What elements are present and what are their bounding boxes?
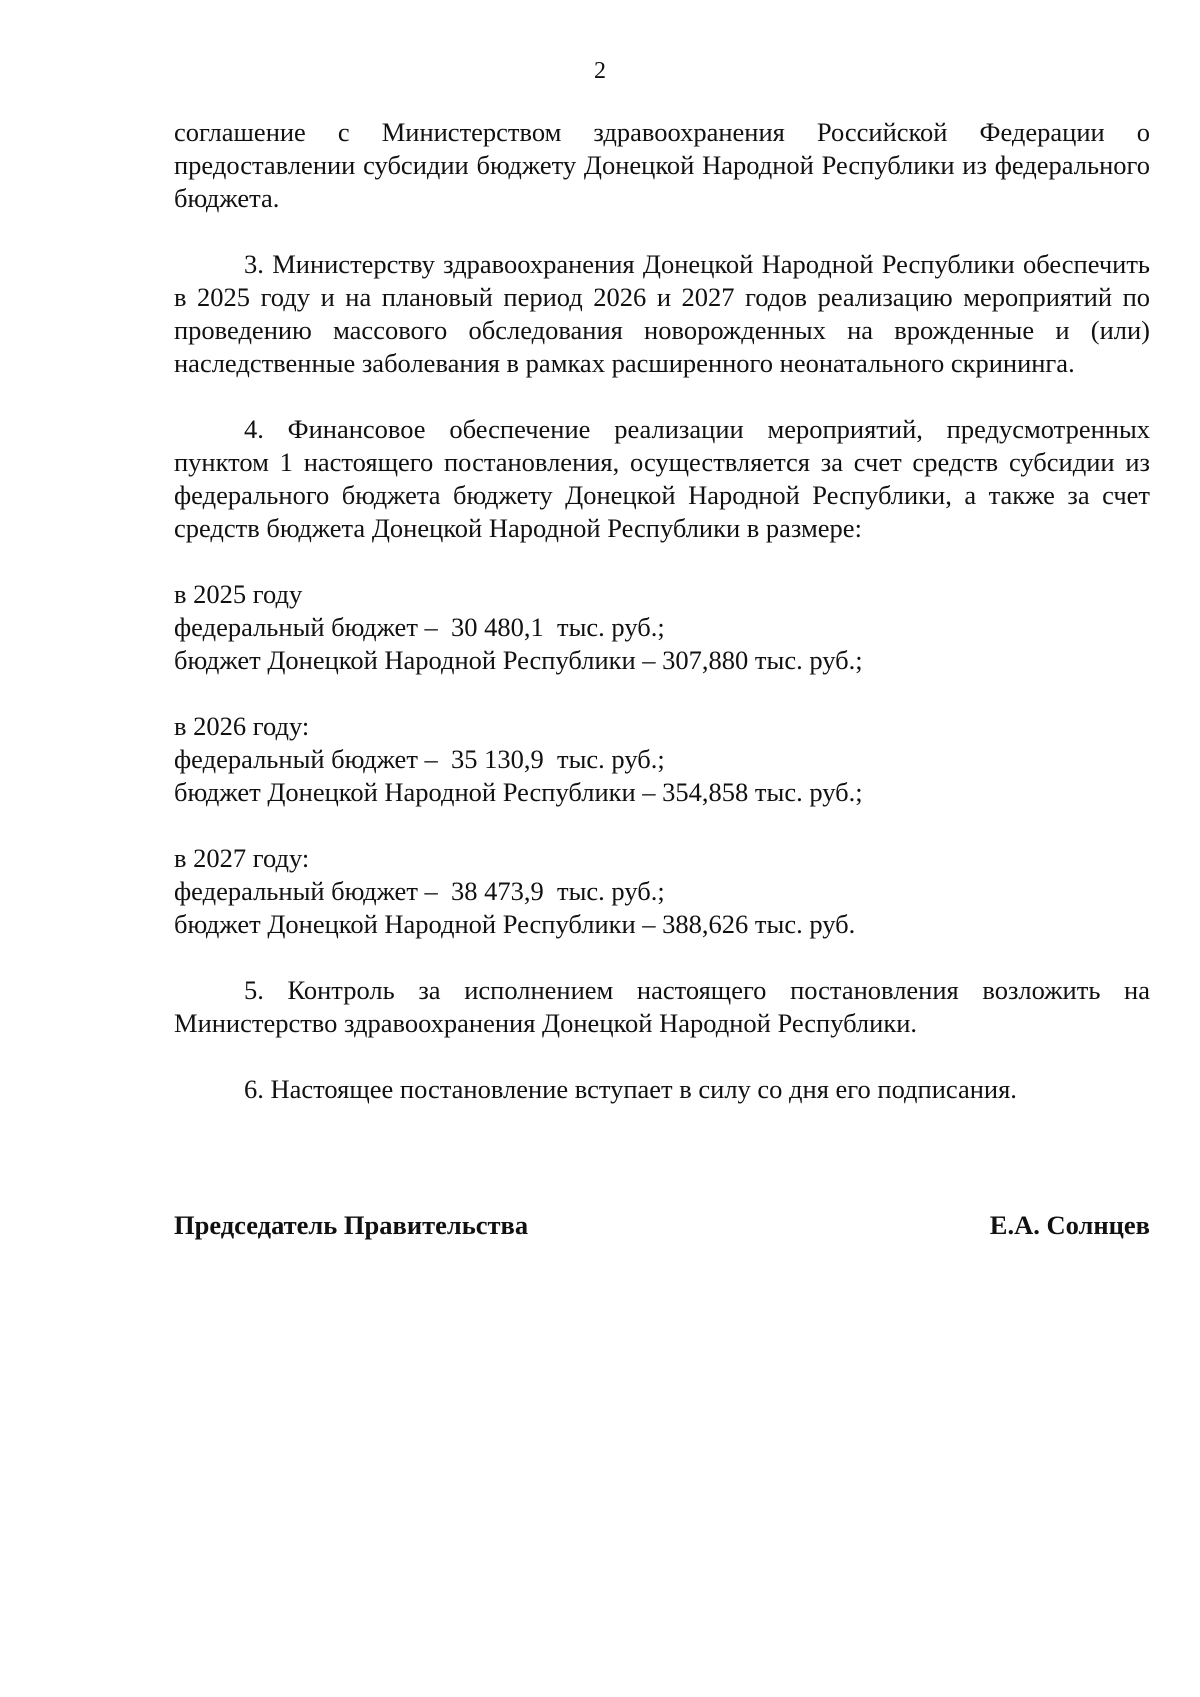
paragraph-5: 5. Контроль за исполнением настоящего постановления возложить на Министерство здравоохранения Донецкой Народной Республики. bbox=[174, 975, 1150, 1038]
paragraph-3: 3. Министерству здравоохранения Донецкой Народной Республики обеспечить в 2025 году и на плановый период 2026 и 2027 годов реализацию мероприятий по проведению массового обследования новорожденных на врожденные и (или) наследственные заболевания в рамках расширенного неонатального скрининга. bbox=[174, 249, 1150, 378]
budget-federal-line: федеральный бюджет – 38 473,9 тыс. руб.; bbox=[174, 876, 665, 906]
paragraph-4: 4. Финансовое обеспечение реализации мероприятий, предусмотренных пунктом 1 настоящего постановления, осуществляется за счет средств субсидии из федерального бюджета бюджету Донецкой Народной Республики, а также за счет средств бюджета Донецкой Народной Республики в размере: bbox=[174, 414, 1150, 543]
budget-year-label: в 2026 году: bbox=[174, 711, 310, 741]
signatory-name: Е.А. Солнцев bbox=[989, 1210, 1150, 1240]
paragraph-continuation: соглашение с Министерством здравоохранения Российской Федерации о предоставлении субсидии бюджету Донецкой Народной Республики из федерального бюджета. bbox=[174, 117, 1150, 213]
signature-block bbox=[174, 1210, 1150, 1241]
budget-federal-line: федеральный бюджет – 35 130,9 тыс. руб.; bbox=[174, 744, 665, 774]
paragraph-6: 6. Настоящее постановление вступает в силу со дня его подписания. bbox=[244, 1074, 1017, 1104]
budget-regional-line: бюджет Донецкой Народной Республики – 354,858 тыс. руб.; bbox=[174, 777, 863, 807]
signatory-position: Председатель Правительства bbox=[174, 1210, 529, 1240]
budget-regional-line: бюджет Донецкой Народной Республики – 388,626 тыс. руб. bbox=[174, 909, 856, 939]
budget-2026 bbox=[174, 710, 1150, 809]
budget-regional-line: бюджет Донецкой Народной Республики – 307,880 тыс. руб.; bbox=[174, 645, 863, 675]
page-number: 2 bbox=[594, 58, 606, 84]
budget-year-label: в 2025 году bbox=[174, 579, 303, 609]
budget-year-label: в 2027 году: bbox=[174, 843, 310, 873]
budget-2025 bbox=[174, 578, 1150, 677]
budget-federal-line: федеральный бюджет – 30 480,1 тыс. руб.; bbox=[174, 612, 665, 642]
budget-2027 bbox=[174, 842, 1150, 941]
document-body bbox=[174, 116, 1150, 1139]
